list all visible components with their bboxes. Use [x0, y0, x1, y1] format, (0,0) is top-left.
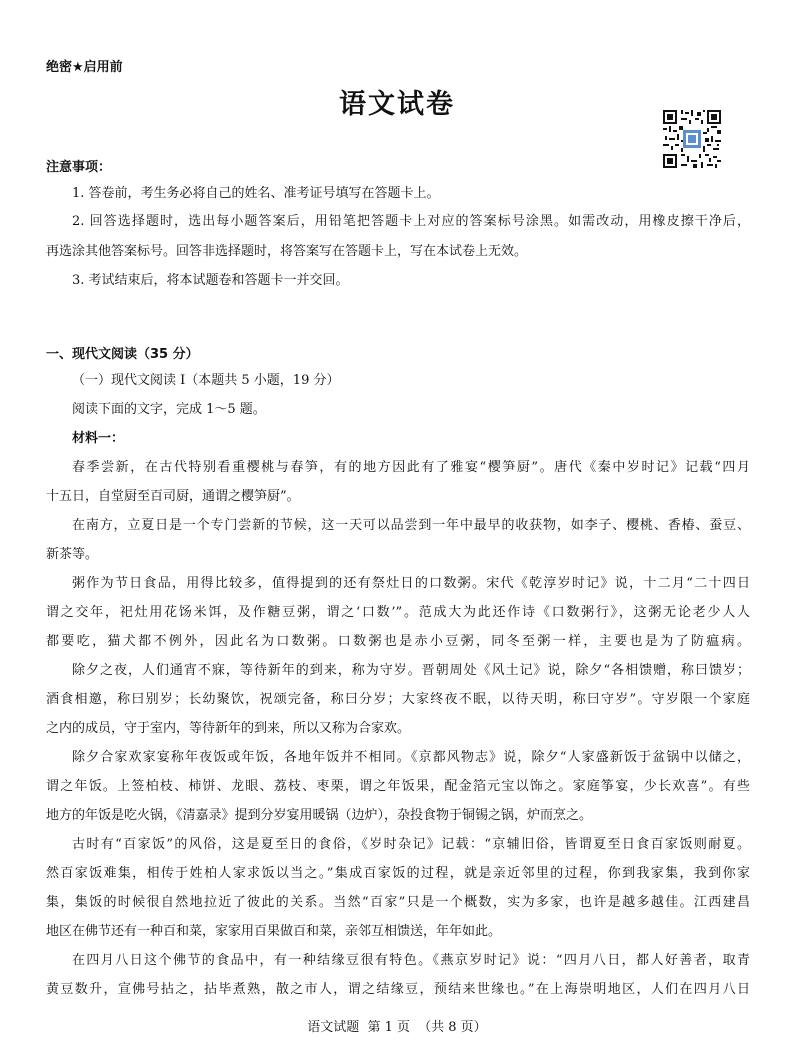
section-heading: 一、现代文阅读（35 分）	[46, 347, 199, 362]
passage-line: 之内的成员，守于室内，等待新年的到来，所以又称为合家欢。	[46, 721, 411, 736]
page-title: 语文试卷	[339, 89, 455, 120]
note-item-2-line-2: 再选涂其他答案标号。回答非选择题时，将答案写在答题卡上，写在本试卷上无效。	[46, 244, 528, 259]
passage-line: 都要吃，猫犬都不例外，因此名为口数粥。口数粥也是赤小豆粥，同冬至粥一样，主要也是为了防瘟病。	[46, 634, 750, 649]
passage-line: 古时有“百家饭”的风俗，这是夏至日的食俗，《岁时杂记》记载：“京辅旧俗，皆谓夏至日食百家饭则耐夏。	[72, 837, 750, 852]
reading-instruction: 阅读下面的文字，完成 1～5 题。	[72, 402, 266, 417]
footer-subject: 语文试题	[307, 1020, 360, 1035]
passage-line: 在南方，立夏日是一个专门尝新的节候，这一天可以品尝到一年中最早的收获物，如李子、樱桃、香椿、蚕豆、	[72, 518, 750, 533]
footer-page-number: 第 1 页	[367, 1020, 410, 1035]
passage-line: 春季尝新，在古代特别看重樱桃与春笋，有的地方因此有了雅宴“樱笋厨”。唐代《秦中岁时记》记载“四月	[72, 460, 750, 475]
confidential-label: 绝密★启用前	[46, 60, 123, 75]
passage-line: 集，集饭的时候很自然地拉近了彼此的关系。当然“百家”只是一个概数，实为多家，也许是越多越佳。江西建昌	[46, 895, 750, 910]
material-label: 材料一：	[72, 431, 125, 446]
passage-line: 除夕合家欢家宴称年夜饭或年饭，各地年饭并不相同。《京都风物志》说，除夕“人家盛新饭于盆锅中以储之，	[72, 750, 750, 765]
note-item-3: 3. 考试结束后，将本试题卷和答题卡一并交回。	[72, 273, 349, 288]
passage-line: 在四月八日这个佛节的食品中，有一种结缘豆很有特色。《燕京岁时记》说：“四月八日，都人好善者，取青	[72, 953, 750, 968]
passage-line: 黄豆数升，宣佛号拈之，拈毕煮熟，散之市人，谓之结缘豆，预结来世缘也。”在上海崇明地区，人们在四月八日	[46, 982, 750, 997]
note-item-1: 1. 答卷前，考生务必将自己的姓名、准考证号填写在答题卡上。	[72, 186, 440, 201]
sub-section-heading: （一）现代文阅读 Ⅰ（本题共 5 小题，19 分）	[72, 373, 340, 388]
qr-code-icon	[663, 110, 721, 168]
notes-heading: 注意事项：	[46, 160, 112, 175]
passage-line: 地方的年饭是吃火锅，《清嘉录》提到分岁宴用暖锅（边炉），杂投食物于铜锡之锅，炉而烹之。	[46, 808, 593, 823]
passage-line: 除夕之夜，人们通宵不寐，等待新年的到来，称为守岁。晋朝周处《风土记》说，除夕“各相馈赠，称曰馈岁；	[72, 663, 750, 678]
passage-line: 谓之交年，祀灶用花饧米饵，及作糖豆粥，谓之‘口数’”。范成大为此还作诗《口数粥行》，这粥无论老少人人	[46, 605, 750, 620]
note-item-2-line-1: 2. 回答选择题时，选出每小题答案后，用铅笔把答题卡上对应的答案标号涂黑。如需改动，用橡皮擦干净后，	[72, 214, 750, 229]
passage-line: 新茶等。	[46, 547, 99, 562]
passage-line: 谓之年饭。上签柏枝、柿饼、龙眼、荔枝、枣栗，谓之年饭果，配金箔元宝以饰之。家庭筝宴，少长欢喜”。有些	[46, 779, 750, 794]
passage-line: 地区在佛节还有一种百和菜，家家用百果做百和菜，亲邻互相馈送，年年如此。	[46, 924, 502, 939]
passage-line: 酒食相邀，称曰别岁；长幼聚饮，祝颂完备，称曰分岁；大家终夜不眠，以待天明，称曰守岁”。守岁限一个家庭	[46, 692, 750, 707]
footer-total-pages: （共 8 页）	[418, 1020, 487, 1035]
passage-line: 十五日，自堂厨至百司厨，通谓之樱笋厨”。	[46, 489, 300, 504]
passage-line: 粥作为节日食品，用得比较多，值得提到的还有祭灶日的口数粥。宋代《乾淳岁时记》说，十二月“二十四日	[72, 576, 750, 591]
page-footer	[0, 1016, 794, 1035]
passage-line: 然百家饭难集，相传于姓柏人家求饭以当之。”集成百家饭的过程，就是亲近邻里的过程，你到我家集，我到你家	[46, 866, 750, 881]
